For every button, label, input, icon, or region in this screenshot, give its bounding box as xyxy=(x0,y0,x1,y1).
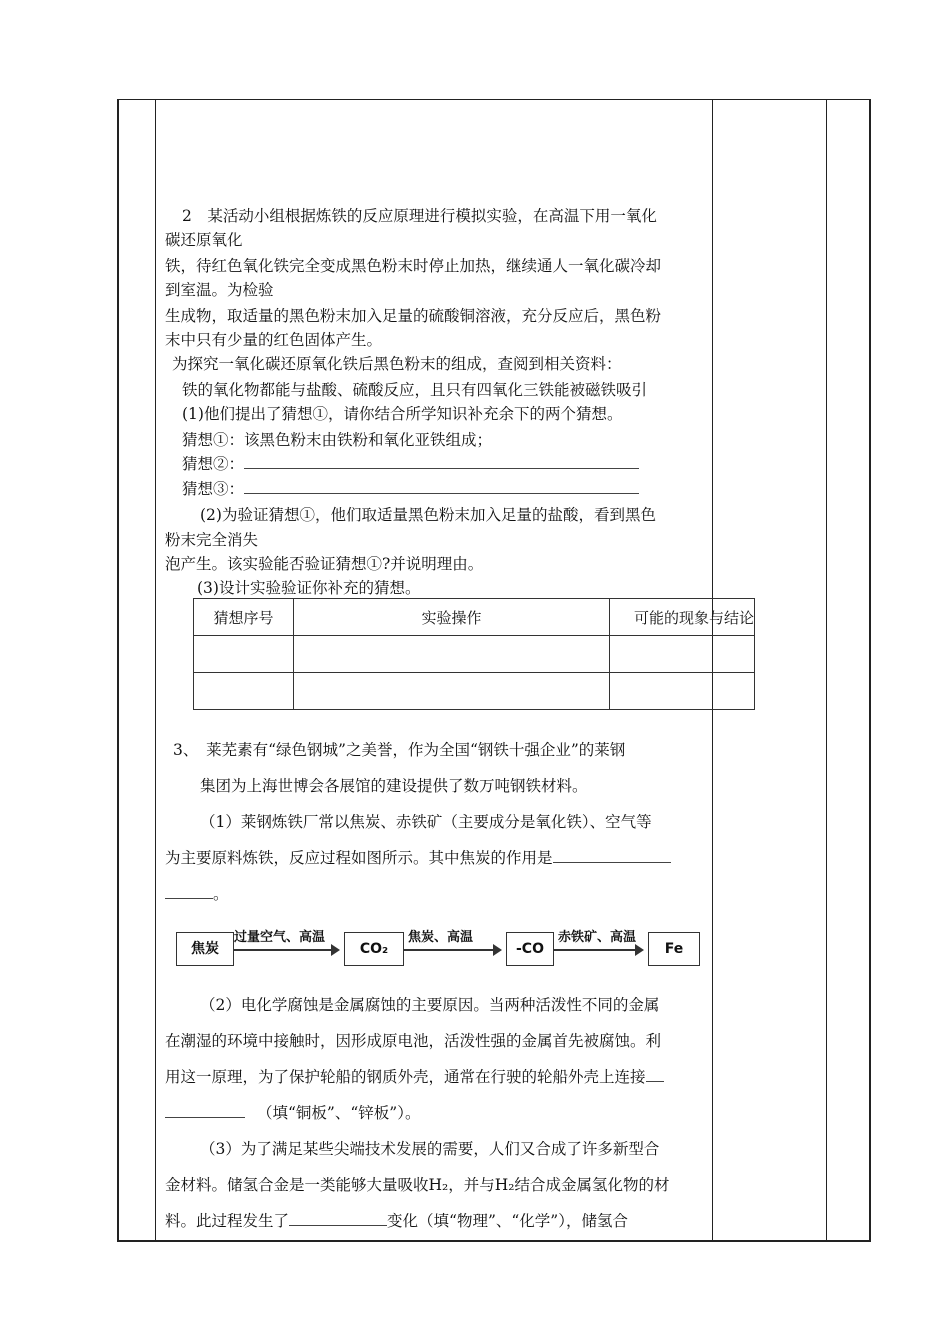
plate-answer-blank-cont[interactable] xyxy=(165,1103,245,1118)
q3-line: 3、 莱芜素有“绿色钢城”之美誉，作为全国“钢铁十强企业”的莱钢 xyxy=(173,741,626,759)
q3-line-text: 料。此过程发生了 xyxy=(165,1212,290,1230)
q3-line: （3）为了满足某些尖端技术发展的需要，人们又合成了许多新型合 xyxy=(200,1140,660,1158)
guess-2 xyxy=(182,452,639,474)
q2-line: 碳还原氧化 xyxy=(165,231,243,249)
q3-line: （2）电化学腐蚀是金属腐蚀的主要原因。当两种活泼性不同的金属 xyxy=(200,996,660,1014)
q2-line: 泡产生。该实验能否验证猜想①?并说明理由。 xyxy=(165,555,484,573)
table-cell[interactable] xyxy=(294,673,610,710)
arrow-label: 焦炭、高温 xyxy=(408,930,474,945)
table-cell[interactable] xyxy=(194,673,294,710)
guess-3-answer-blank[interactable] xyxy=(244,479,639,494)
node-fe: Fe xyxy=(648,932,700,966)
guess-2-label: 猜想②： xyxy=(182,455,245,473)
column-divider-3 xyxy=(826,99,827,1242)
q2-line: 2 某活动小组根据炼铁的反应原理进行模拟实验，在高温下用一氧化 xyxy=(182,207,657,225)
flow-arrow xyxy=(404,949,500,951)
coke-role-answer-blank[interactable] xyxy=(553,848,671,863)
flow-arrow xyxy=(234,949,338,951)
q2-line: 铁的氧化物都能与盐酸、硫酸反应，且只有四氧化三铁能被磁铁吸引 xyxy=(182,381,648,399)
column-divider-1 xyxy=(155,99,156,1242)
q3-line-text: 变化（填“物理”、“化学”），储氢合 xyxy=(387,1212,628,1230)
q3-line xyxy=(165,846,671,868)
node-coke: 焦炭 xyxy=(176,932,234,966)
q3-line: 集团为上海世博会各展馆的建设提供了数万吨钢铁材料。 xyxy=(200,777,588,795)
arrow-label: 过量空气、高温 xyxy=(234,930,326,945)
q3-line xyxy=(165,1101,420,1123)
iron-smelting-flow-diagram xyxy=(172,918,707,968)
q3-line xyxy=(165,882,229,904)
arrow-label: 赤铁矿、高温 xyxy=(558,930,637,945)
q2-line: 铁，待红色氧化铁完全变成黑色粉末时停止加热，继续通人一氧化碳冷却 xyxy=(165,257,662,275)
flow-arrow xyxy=(554,949,642,951)
plate-answer-blank[interactable] xyxy=(646,1067,664,1082)
q2-line: 末中只有少量的红色固体产生。 xyxy=(165,331,383,349)
table-header-row xyxy=(194,599,755,636)
guess-3-label: 猜想③： xyxy=(182,480,245,498)
guess-verification-table xyxy=(193,598,755,710)
table-row xyxy=(194,673,755,710)
guess-2-answer-blank[interactable] xyxy=(244,454,639,469)
node-co: -CO xyxy=(506,932,554,966)
q3-line-text: 。 xyxy=(213,885,229,903)
q3-line: 在潮湿的环境中接触时，因形成原电池，活泼性强的金属首先被腐蚀。利 xyxy=(165,1032,662,1050)
q3-line: 金材料。储氢合金是一类能够大量吸收H₂，并与H₂结合成金属氢化物的材 xyxy=(165,1176,670,1194)
q3-line xyxy=(165,1209,628,1231)
change-type-answer-blank[interactable] xyxy=(289,1211,387,1226)
q2-line: (1)他们提出了猜想①，请你结合所学知识补充余下的两个猜想。 xyxy=(182,405,623,423)
q2-line: 生成物，取适量的黑色粉末加入足量的硫酸铜溶液，充分反应后，黑色粉 xyxy=(165,307,662,325)
table-header-cell: 实验操作 xyxy=(294,599,610,636)
guess-3 xyxy=(182,477,639,499)
guess-1: 猜想①：该黑色粉末由铁粉和氧化亚铁组成； xyxy=(182,431,493,449)
q3-line: （1）莱钢炼铁厂常以焦炭、赤铁矿（主要成分是氧化铁）、空气等 xyxy=(200,813,652,831)
q3-line-text: 为主要原料炼铁，反应过程如图所示。其中焦炭的作用是 xyxy=(165,849,553,867)
table-header-cell: 猜想序号 xyxy=(194,599,294,636)
table-cell[interactable] xyxy=(610,636,755,673)
q2-line: (3)设计实验验证你补充的猜想。 xyxy=(197,579,421,597)
table-header-cell: 可能的现象与结论 xyxy=(610,599,755,636)
q3-line-text: 用这一原理，为了保护轮船的钢质外壳，通常在行驶的轮船外壳上连接 xyxy=(165,1068,646,1086)
node-co2: CO₂ xyxy=(344,932,404,966)
q2-line: 为探究一氧化碳还原氧化铁后黑色粉末的组成，查阅到相关资料： xyxy=(172,355,622,373)
q2-line: (2)为验证猜想①，他们取适量黑色粉末加入足量的盐酸，看到黑色 xyxy=(200,506,656,524)
q2-line: 到室温。为检验 xyxy=(165,281,274,299)
table-cell[interactable] xyxy=(294,636,610,673)
q3-line xyxy=(165,1065,664,1087)
section-divider xyxy=(193,709,712,710)
q2-line: 粉末完全消失 xyxy=(165,531,259,549)
coke-role-answer-blank-cont[interactable] xyxy=(165,884,213,899)
q3-line-text: （填“铜板”、“锌板”）。 xyxy=(257,1104,421,1122)
table-cell[interactable] xyxy=(610,673,755,710)
table-row xyxy=(194,636,755,673)
table-cell[interactable] xyxy=(194,636,294,673)
